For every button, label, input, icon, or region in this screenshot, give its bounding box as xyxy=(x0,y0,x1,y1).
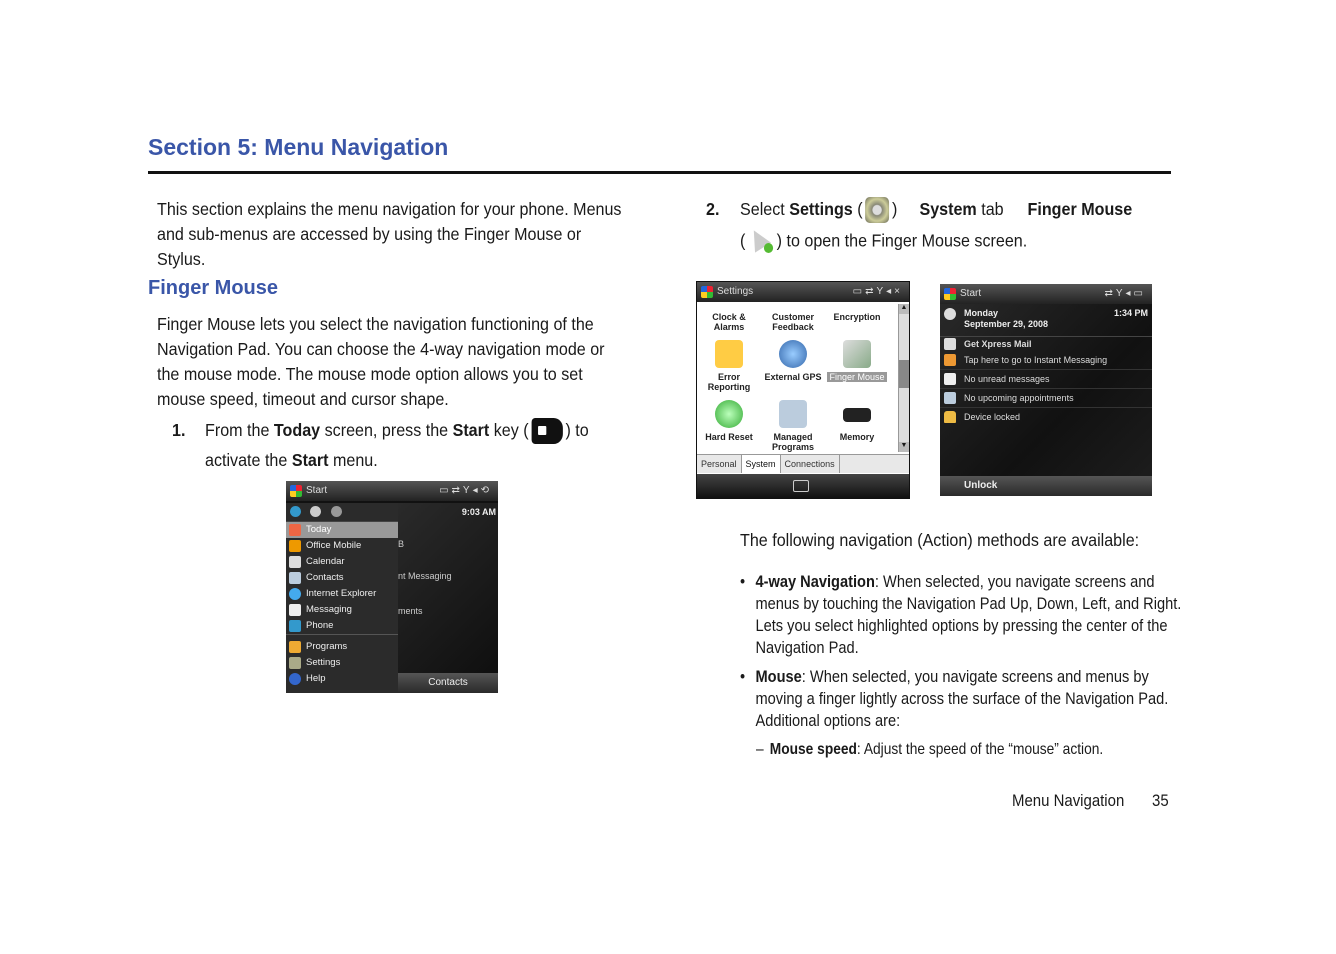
step-1-number: 1. xyxy=(172,420,186,440)
menu-item-help[interactable]: Help xyxy=(286,671,398,687)
setting-hard-reset[interactable]: Hard Reset xyxy=(697,400,761,442)
status-icons: ⇄Y◂▭ xyxy=(1104,288,1146,299)
start-key-icon xyxy=(531,418,562,444)
messenger-icon xyxy=(944,354,956,366)
bullet-dot: • xyxy=(740,572,746,591)
clock-icon xyxy=(944,308,956,320)
start-menu-list xyxy=(286,503,398,693)
envelope-icon xyxy=(944,373,956,385)
lock-icon xyxy=(944,411,956,423)
scroll-up-arrow-icon[interactable]: ▲ xyxy=(899,304,909,314)
menu-item-internet-explorer[interactable]: Internet Explorer xyxy=(286,586,398,602)
recent-app-icon[interactable] xyxy=(290,506,301,517)
sub-bullet-mouse-speed: – Mouse speed: Adjust the speed of the “mouse” action. xyxy=(756,741,1104,758)
today-topbar: Start ⇄Y◂▭ xyxy=(940,284,1152,304)
step-2-line-1: Select Settings ( ) System tab Finger Mouse xyxy=(740,197,1132,223)
messaging-icon xyxy=(289,604,301,616)
calendar-icon xyxy=(944,392,956,404)
settings-scrollbar[interactable] xyxy=(898,304,909,452)
start-menu-screenshot xyxy=(286,481,498,693)
help-icon xyxy=(289,673,301,685)
contacts-icon xyxy=(289,572,301,584)
title-rule xyxy=(148,171,1171,174)
scroll-thumb[interactable] xyxy=(899,360,909,388)
setting-error-reporting[interactable]: Error Reporting xyxy=(697,340,761,392)
internet-explorer-icon xyxy=(289,588,301,600)
menu-item-office-mobile[interactable]: Office Mobile xyxy=(286,538,398,554)
setting-customer-feedback[interactable]: Customer Feedback xyxy=(771,312,814,332)
mail-icon xyxy=(944,338,956,350)
menu-item-settings[interactable]: Settings xyxy=(286,655,398,671)
status-icons: ▭⇄Y◂× xyxy=(852,286,903,297)
menu-item-programs[interactable]: Programs xyxy=(286,639,398,655)
tab-system[interactable]: System xyxy=(742,455,781,473)
recent-app-icon[interactable] xyxy=(310,506,321,517)
menu-item-calendar[interactable]: Calendar xyxy=(286,554,398,570)
intro-paragraph: This section explains the menu navigation for your phone. Menus and sub-menus are accessed by using the Finger Mouse or Stylus. xyxy=(157,199,622,269)
bullet-dot: • xyxy=(740,667,746,686)
step-1-line-2: activate the Start menu. xyxy=(205,450,378,470)
finger-mouse-cursor-icon xyxy=(745,227,776,257)
status-icons: ▭⇄Y◂⟲ xyxy=(439,485,492,496)
step-2-line-2: ( ) to open the Finger Mouse screen. xyxy=(740,227,1027,257)
settings-tabs xyxy=(697,454,909,473)
menu-item-today[interactable]: Today xyxy=(286,522,398,538)
step-2-number: 2. xyxy=(706,199,720,219)
finger-mouse-heading: Finger Mouse xyxy=(148,277,279,299)
bullet-4way-navigation: • 4-way Navigation: When selected, you navigate screens and menus by touching the Navigation Pad Up, Down, Left, and Right. Lets you select highlighted options by pressing the center of the Navigation Pad. xyxy=(740,572,1182,657)
memory-chip-icon xyxy=(843,408,871,422)
menu-item-contacts[interactable]: Contacts xyxy=(286,570,398,586)
scroll-down-arrow-icon[interactable]: ▼ xyxy=(899,442,909,452)
recent-app-icon[interactable] xyxy=(331,506,342,517)
globe-icon xyxy=(779,340,807,368)
today-row-device-locked[interactable]: Device locked xyxy=(940,408,1152,426)
today-row-instant-messaging[interactable]: Tap here to go to Instant Messaging xyxy=(940,351,1152,370)
windows-logo-icon xyxy=(290,485,302,497)
setting-clock-alarms[interactable]: Clock & Alarms xyxy=(712,312,746,332)
settings-gear-icon xyxy=(865,197,889,223)
menu-item-phone[interactable]: Phone xyxy=(286,618,398,635)
windows-logo-icon xyxy=(944,288,956,300)
today-date-row: Monday September 29, 2008 1:34 PM xyxy=(940,304,1152,337)
setting-memory[interactable]: Memory xyxy=(825,400,889,442)
section-title: Section 5: Menu Navigation xyxy=(148,134,449,160)
settings-topbar: Settings ▭⇄Y◂× xyxy=(697,282,909,302)
today-row-messages[interactable]: No unread messages xyxy=(940,370,1152,389)
page-number: 35 xyxy=(1152,791,1169,810)
setting-finger-mouse[interactable]: Finger Mouse xyxy=(825,340,889,382)
menu-item-messaging[interactable]: Messaging xyxy=(286,602,398,618)
error-reporting-icon xyxy=(715,340,743,368)
finger-mouse-paragraph: Finger Mouse lets you select the navigation functioning of the Navigation Pad. You can choose the 4-way navigation mode or the mouse mode. The mouse mode option allows you to set mouse speed, timeout and cursor shape. xyxy=(157,314,605,409)
phone-icon xyxy=(289,620,301,632)
today-row-appointments[interactable]: No upcoming appointments xyxy=(940,389,1152,408)
windows-logo-icon xyxy=(701,286,713,298)
footer-section-label: Menu Navigation xyxy=(1012,791,1125,810)
office-icon xyxy=(289,540,301,552)
settings-grid xyxy=(697,304,897,454)
start-menu-topbar: Start ▭⇄Y◂⟲ xyxy=(286,481,498,501)
step-1-line-1: From the Today screen, press the Start key ( ) to xyxy=(205,418,589,444)
finger-mouse-icon xyxy=(843,340,871,368)
settings-softbar xyxy=(697,474,909,498)
today-softbar xyxy=(940,476,1152,496)
settings-screenshot xyxy=(696,281,910,499)
today-screenshot xyxy=(940,284,1152,496)
softkey-contacts[interactable]: Contacts xyxy=(398,673,498,693)
bullet-mouse: • Mouse: When selected, you navigate screens and menus by moving a finger lightly across the surface of the Navigation Pad. Additional options are: xyxy=(740,667,1169,730)
setting-external-gps[interactable]: External GPS xyxy=(761,340,825,382)
settings-icon xyxy=(289,657,301,669)
keyboard-icon[interactable] xyxy=(793,480,809,492)
setting-managed-programs[interactable]: Managed Programs xyxy=(761,400,825,452)
today-icon xyxy=(289,524,301,536)
setting-encryption[interactable]: Encryption xyxy=(833,312,881,322)
tab-connections[interactable]: Connections xyxy=(781,455,840,473)
hard-reset-icon xyxy=(715,400,743,428)
softkey-unlock[interactable]: Unlock xyxy=(964,480,998,491)
calendar-icon xyxy=(289,556,301,568)
today-background: 9:03 AM B nt Messaging ments Contacts xyxy=(398,503,498,693)
programs-icon xyxy=(289,641,301,653)
methods-intro: The following navigation (Action) methods are available: xyxy=(740,530,1140,550)
managed-programs-icon xyxy=(779,400,807,428)
recent-icons-row xyxy=(286,503,398,522)
tab-personal[interactable]: Personal xyxy=(697,455,742,473)
today-row-xpress-mail[interactable]: Get Xpress Mail xyxy=(940,337,1152,351)
